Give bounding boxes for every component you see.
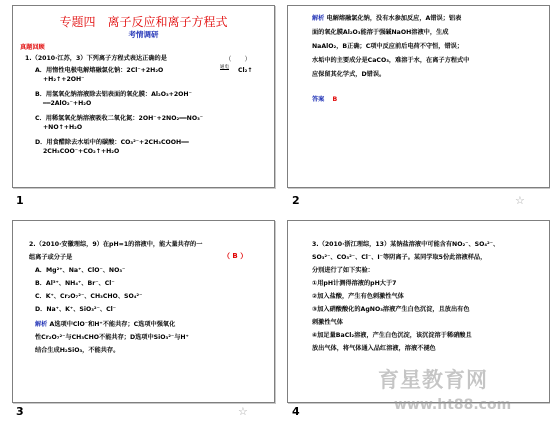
analysis-line-3: NaAlO₂，B正确；C项中反应前后电荷不守恒，错误； (312, 43, 464, 50)
option-a: A．用惰性电极电解熔融氯化钠：2Cl⁻+2H₂O (35, 67, 164, 74)
analysis-line-2: 性Cr₂O₇²⁻与CH₃CHO不能共存；D选项中SiO₃²⁻与H⁺ (35, 334, 189, 341)
option-b-line2: ══2AlO₂⁻+H₂O (43, 100, 92, 107)
experiment-4: ④加足量BaCl₂溶液，产生白色沉淀，该沉淀溶于稀硝酸且 (312, 332, 472, 339)
option-d: D．Na⁺、K⁺、SiO₃²⁻、Cl⁻ (35, 306, 117, 313)
slide-number-1: 1 (16, 194, 24, 207)
watermark-text: 育星教育网 (378, 368, 488, 392)
slide-title: 专题四 离子反应和离子方程式 (59, 15, 228, 29)
answer-value: B (332, 96, 338, 103)
slide-number-4: 4 (292, 405, 300, 418)
option-a-tail: Cl₂↑ (238, 67, 253, 74)
answer-value: （ B ） (223, 252, 248, 260)
option-c: C．K⁺、Cr₂O₇²⁻、CH₃CHO、SO₄²⁻ (35, 293, 143, 300)
analysis-line-2: 面的氧化膜Al₂O₃能溶于强碱NaOH溶液中，生成 (312, 29, 449, 36)
question-line-2: SO₃²⁻、CO₃²⁻、Cl⁻、I⁻等阴离子。某同学取5份此溶液样品， (312, 254, 487, 261)
analysis-line-5: 应保留其化学式，D错误。 (312, 71, 386, 78)
slide-thumbnail-2[interactable] (287, 5, 550, 188)
slide-subtitle: 考情调研 (128, 30, 159, 39)
option-d: D．用食醋除去水垢中的碳酸：CO₃²⁻+2CH₃COOH══ (35, 139, 189, 146)
slide-thumbnail-4[interactable] (287, 220, 550, 403)
analysis-line-1: 解析 A选项中ClO⁻和H⁺不能共存；C选项中强氧化 (35, 321, 176, 328)
option-a: A．Mg²⁺、Na⁺、ClO⁻、NO₃⁻ (35, 267, 126, 274)
slide-thumbnail-1[interactable] (12, 5, 275, 188)
analysis-label: 解析 (35, 321, 48, 328)
option-c-line2: +NO↑+H₂O (43, 124, 83, 131)
experiment-4-line2: 放出气体，将气体通入品红溶液，溶液不褪色 (312, 345, 436, 352)
option-b: B．Al³⁺、NH₄⁺、Br⁻、Cl⁻ (35, 280, 115, 287)
option-b: B．用氢氧化钠溶液除去铝表面的氧化膜：Al₂O₃+2OH⁻ (35, 91, 192, 98)
experiment-3-line2: 刺激性气体 (312, 319, 343, 326)
answer-line (312, 96, 337, 104)
analysis-label: 解析 (312, 15, 325, 22)
question-text-line2: 组离子或分子是 (29, 254, 73, 261)
section-heading: 真题回顾 (20, 44, 45, 51)
question-text: 3.（2010·浙江理综，13）某钠盐溶液中可能含有NO₂⁻、SO₄²⁻、 (312, 241, 500, 248)
slide-number-3: 3 (16, 405, 24, 418)
star-icon[interactable]: ☆ (515, 194, 525, 207)
electrolysis-condition: 通电 (220, 65, 229, 70)
question-line-3: 分别进行了如下实验： (312, 267, 374, 274)
experiment-2: ②加入盐酸，产生有色刺激性气体 (312, 293, 404, 300)
question-text: 2.（2010·安徽理综，9）在pH=1的溶液中，能大量共存的一 (29, 241, 203, 248)
answer-label: 答案 (312, 96, 325, 103)
analysis-line-4: 水垢中的主要成分是CaCO₃，难溶于水，在离子方程式中 (312, 57, 470, 64)
slide-number-2: 2 (292, 194, 300, 207)
option-a-line2: +H₂↑+2OH⁻ (43, 76, 85, 83)
analysis-line-1: 解析 电解熔融氯化钠，没有水参加反应，A错误；铝表 (312, 15, 462, 22)
answer-blank: （ ） (225, 55, 251, 63)
question-text: 1.（2010·江苏，3）下列离子方程式表达正确的是 (25, 55, 167, 62)
watermark-url: www.ht88.com (394, 397, 512, 413)
analysis-line-3: 结合生成H₂SiO₃，不能共存。 (35, 347, 120, 354)
star-icon[interactable]: ☆ (238, 405, 248, 418)
slide-thumbnail-3[interactable] (12, 220, 275, 403)
experiment-3: ③加入硝酸酸化的AgNO₃溶液产生白色沉淀，且放出有色 (312, 306, 470, 313)
option-d-line2: 2CH₃COO⁻+CO₂↑+H₂O (43, 148, 120, 155)
experiment-1: ①用pH计测得溶液的pH大于7 (312, 280, 397, 287)
option-c: C．用稀氢氧化钠溶液吸收二氧化氮：2OH⁻+2NO₂══NO₃⁻ (35, 115, 204, 122)
